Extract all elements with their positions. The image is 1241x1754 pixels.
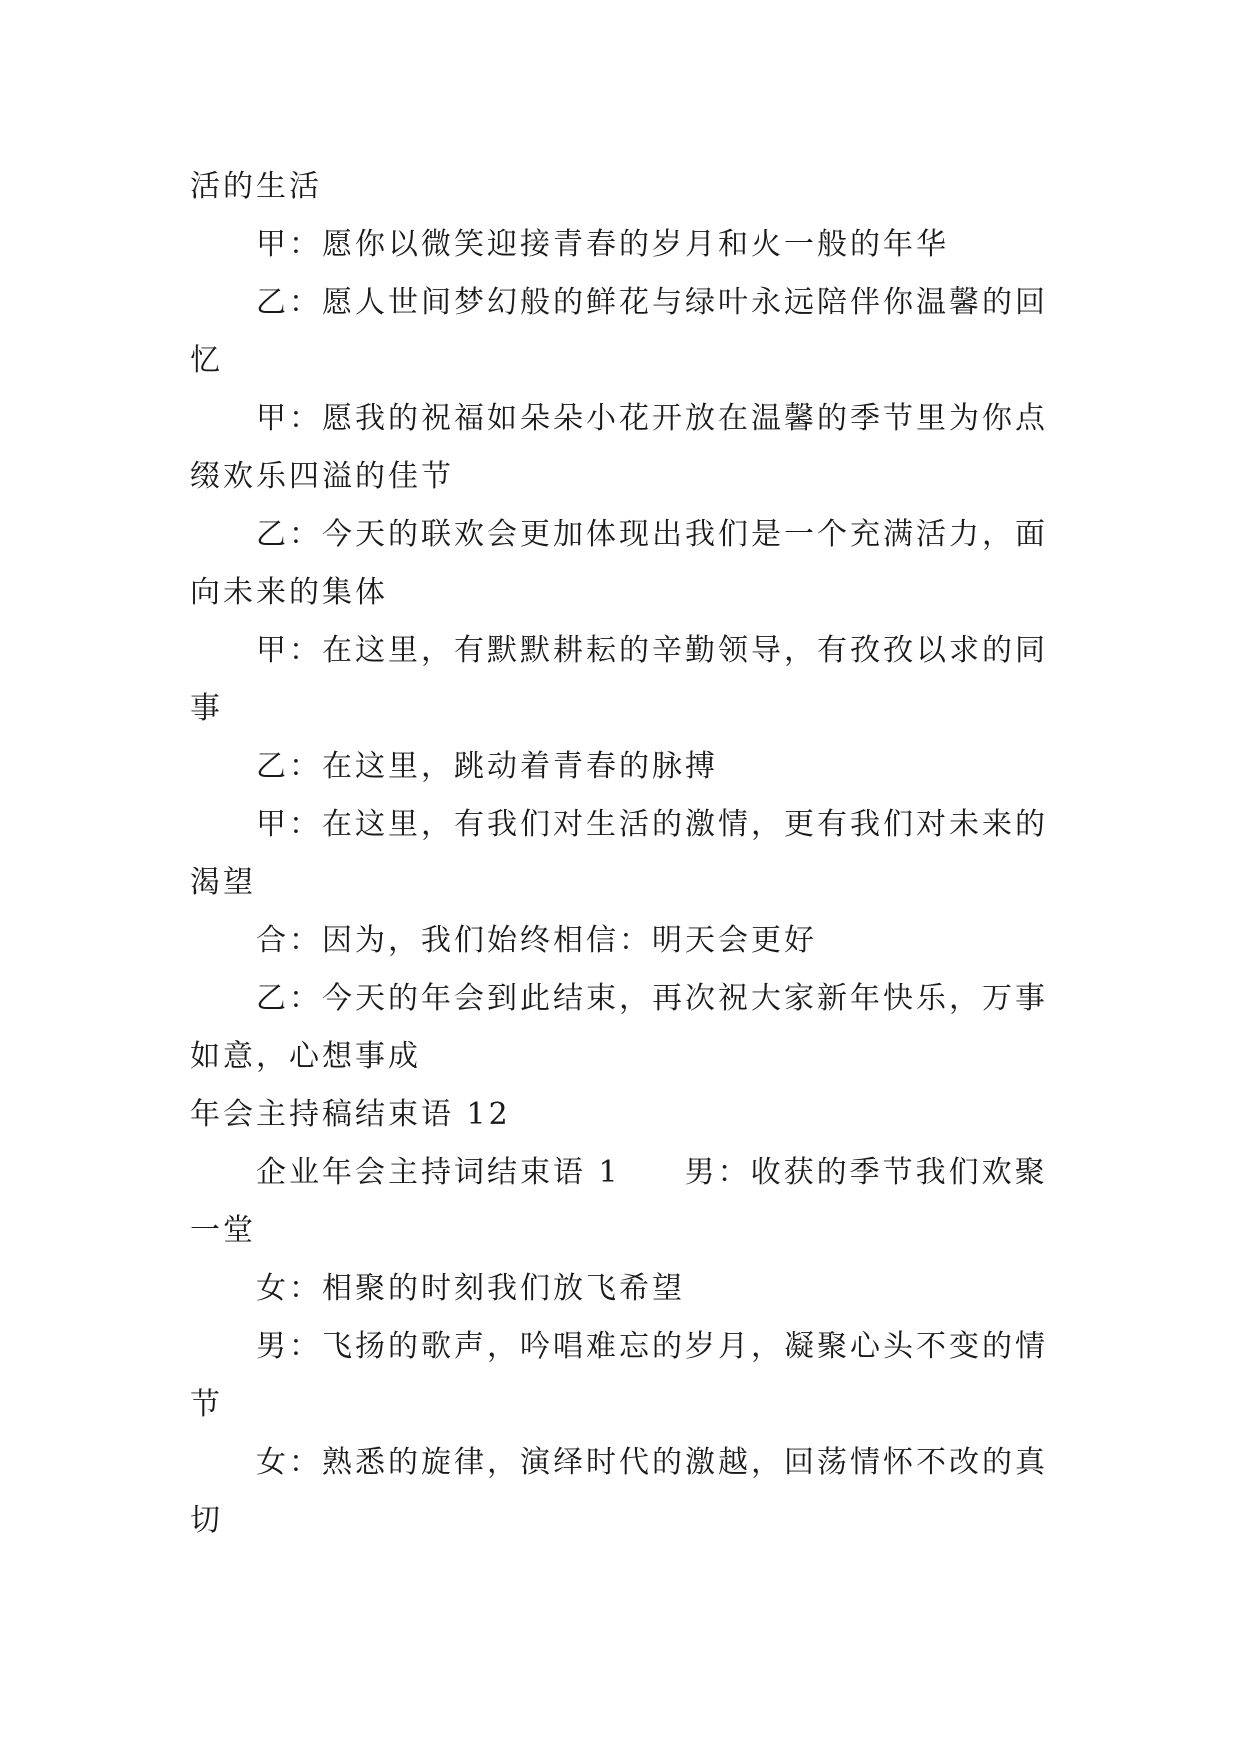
text-line: 乙：愿人世间梦幻般的鲜花与绿叶永远陪伴你温馨的回 <box>256 285 1048 320</box>
text-line: 甲：在这里，有我们对生活的激情，更有我们对未来的 <box>256 807 1048 842</box>
text-line: 忆 <box>190 343 223 378</box>
subheading-text: 企业年会主持词结束语 1 <box>256 1155 621 1190</box>
text-line: 活的生活 <box>190 169 322 204</box>
dialogue-text: 男：收获的季节我们欢聚 <box>684 1155 1048 1190</box>
text-line: 事 <box>190 691 223 726</box>
text-line: 节 <box>190 1387 223 1422</box>
text-line: 甲：愿我的祝福如朵朵小花开放在温馨的季节里为你点 <box>256 401 1048 436</box>
text-line: 乙：今天的联欢会更加体现出我们是一个充满活力，面 <box>256 517 1048 552</box>
text-line: 男：飞扬的歌声，吟唱难忘的岁月，凝聚心头不变的情 <box>256 1329 1048 1364</box>
text-line: 切 <box>190 1503 223 1538</box>
text-line: 乙：今天的年会到此结束，再次祝大家新年快乐，万事 <box>256 981 1048 1016</box>
section-heading: 年会主持稿结束语 12 <box>190 1097 511 1132</box>
document-page <box>190 158 1052 1550</box>
text-line <box>190 1144 1052 1202</box>
text-line: 女：相聚的时刻我们放飞希望 <box>256 1271 685 1306</box>
text-line: 甲：在这里，有默默耕耘的辛勤领导，有孜孜以求的同 <box>256 633 1048 668</box>
text-line: 女：熟悉的旋律，演绎时代的激越，回荡情怀不改的真 <box>256 1445 1048 1480</box>
text-line: 乙：在这里，跳动着青春的脉搏 <box>256 749 718 784</box>
text-line: 向未来的集体 <box>190 575 388 610</box>
text-line: 合：因为，我们始终相信：明天会更好 <box>256 923 817 958</box>
text-line: 如意，心想事成 <box>190 1039 421 1074</box>
text-line: 缀欢乐四溢的佳节 <box>190 459 454 494</box>
text-line: 渴望 <box>190 865 256 900</box>
text-line: 甲：愿你以微笑迎接青春的岁月和火一般的年华 <box>256 227 949 262</box>
text-line: 一堂 <box>190 1213 256 1248</box>
